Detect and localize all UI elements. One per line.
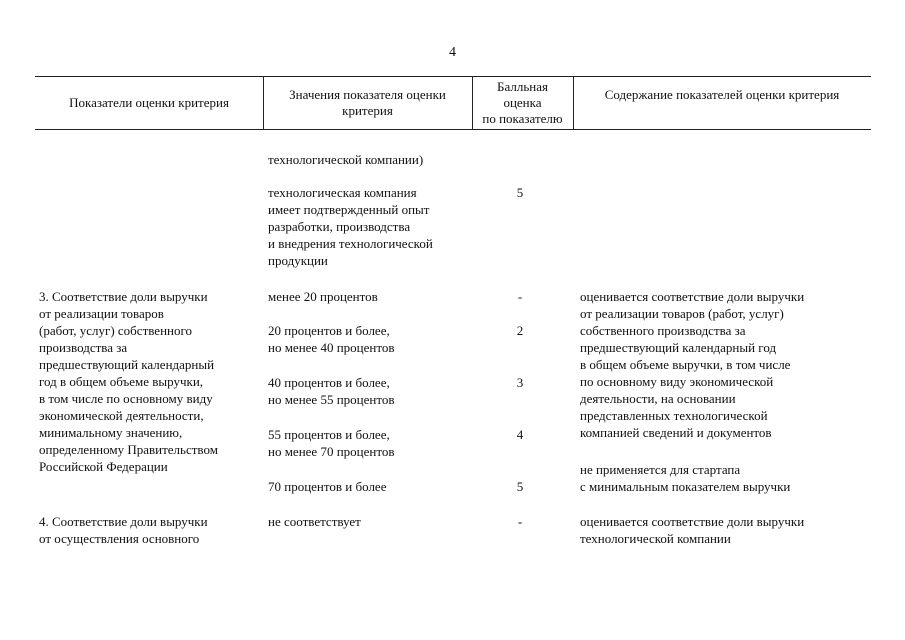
content-criterion-3 — [580, 288, 804, 441]
text-line: экономической деятельности, — [39, 408, 204, 423]
text-line: разработки, производства — [268, 219, 411, 234]
text-line: компанией сведений и документов — [580, 425, 772, 440]
criterion-3 — [39, 288, 218, 475]
text-line: от реализации товаров — [39, 306, 164, 321]
score-cell: 5 — [516, 185, 524, 200]
text-line: 3. Соответствие доли выручки — [39, 289, 208, 304]
header-line: по показателю — [482, 111, 563, 126]
value-option-3 — [268, 374, 395, 408]
header-line: Балльная — [497, 79, 548, 94]
text-line: не применяется для стартапа — [580, 462, 741, 477]
text-line: в общем объеме выручки, в том числе — [580, 357, 791, 372]
text-line: с минимальным показателем выручки — [580, 479, 791, 494]
text-line: но менее 70 процентов — [268, 444, 395, 459]
header-line: оценка — [503, 95, 542, 110]
score-cell: - — [517, 514, 523, 529]
score-cell: 4 — [516, 427, 524, 442]
text-line: оценивается соответствие доли выручки — [580, 514, 805, 529]
text-line: менее 20 процентов — [268, 289, 378, 304]
text-line: оценивается соответствие доли выручки — [580, 289, 805, 304]
value-tech-company-experience — [268, 184, 433, 269]
value-option-1 — [268, 288, 378, 305]
page-number: 4 — [449, 45, 456, 60]
text-line: 40 процентов и более, — [268, 375, 390, 390]
text-line: год в общем объеме выручки, — [39, 374, 204, 389]
value-not-compliant: не соответствует — [268, 514, 361, 529]
text-line: но менее 40 процентов — [268, 340, 395, 355]
value-option-2 — [268, 322, 395, 356]
text-line: и внедрения технологической — [268, 236, 433, 251]
header-line: критерия — [342, 103, 393, 118]
header-line: Значения показателя оценки — [289, 87, 446, 102]
text-line: 70 процентов и более — [268, 479, 387, 494]
text-line: продукции — [268, 253, 328, 268]
criterion-4 — [39, 513, 208, 547]
text-line: в том числе по основному виду — [39, 391, 213, 406]
text-line: 20 процентов и более, — [268, 323, 390, 338]
text-line: собственного производства за — [580, 323, 746, 338]
text-line: предшествующий календарный год — [580, 340, 777, 355]
score-cell: 5 — [516, 479, 524, 494]
content-criterion-4 — [580, 513, 804, 547]
text-line: по основному виду экономической — [580, 374, 774, 389]
score-cell: 2 — [516, 323, 524, 338]
header-indicator-values — [263, 87, 472, 119]
table-header-rule — [35, 129, 871, 130]
header-indicator-content: Содержание показателей оценки критерия — [604, 87, 840, 102]
text-line: производства за — [39, 340, 128, 355]
header-criteria-indicators: Показатели оценки критерия — [69, 95, 229, 110]
text-line: минимальному значению, — [39, 425, 183, 440]
text-line: деятельности, на основании — [580, 391, 736, 406]
text-line: представленных технологической — [580, 408, 768, 423]
text-line: от осуществления основного — [39, 531, 200, 546]
text-line: 4. Соответствие доли выручки — [39, 514, 208, 529]
text-line: 55 процентов и более, — [268, 427, 390, 442]
value-option-4 — [268, 426, 395, 460]
text-line: определенному Правительством — [39, 442, 218, 457]
text-line: но менее 55 процентов — [268, 392, 395, 407]
text-line: от реализации товаров (работ, услуг) — [580, 306, 784, 321]
content-note-startup — [580, 461, 790, 495]
text-line: (работ, услуг) собственного — [39, 323, 193, 338]
text-line: Российской Федерации — [39, 459, 168, 474]
text-line: технологическая компания — [268, 185, 417, 200]
text-line: предшествующий календарный — [39, 357, 215, 372]
text-line: технологической компании — [580, 531, 731, 546]
header-score — [472, 79, 573, 127]
text-line: имеет подтвержденный опыт — [268, 202, 430, 217]
continued-value-text: технологической компании) — [268, 152, 424, 167]
score-cell: - — [517, 289, 523, 304]
score-cell: 3 — [516, 375, 524, 390]
value-option-5 — [268, 478, 386, 495]
table-top-rule — [35, 76, 871, 77]
